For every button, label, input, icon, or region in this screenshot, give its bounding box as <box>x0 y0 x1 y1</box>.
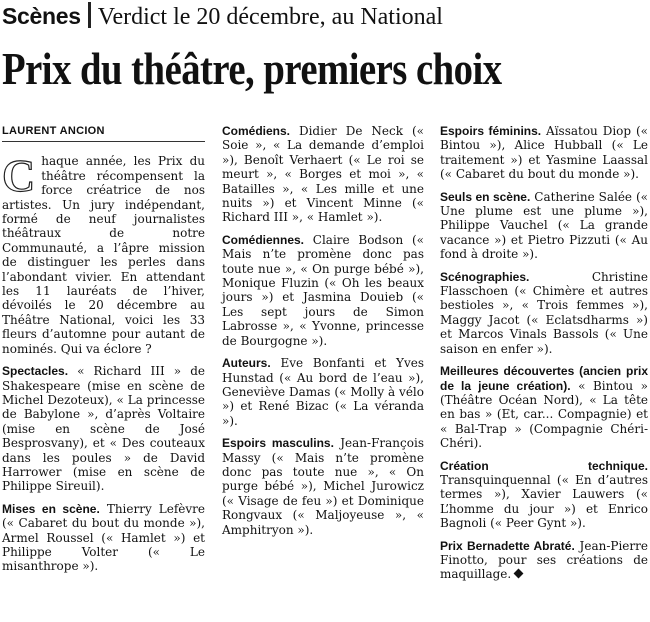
category-label: Meilleures découvertes (ancien prix de la jeune création). <box>440 364 648 393</box>
category-comediennes <box>222 233 424 348</box>
category-text: Didier De Neck (« Soie », « La demande d’emploi »), Benoît Verhaert (« Le roi se meurt », « Borges et moi », « Batailles », « Les mille et une nuits ») et Vincent Minne (« Richard III », « Hamlet »). <box>222 124 424 225</box>
category-text: Transquinquennal (« En d’autres termes »), Xavier Lauwers (« L’homme du jour ») et Enrico Bagnoli (« Peer Gynt »). <box>440 472 648 531</box>
category-label: Mises en scène. <box>2 501 100 516</box>
category-text: Christine Flasschoen (« Chimère et autres bestioles », « Trois femmes »), Maggy Jacot (« Eclatsdharms ») et Marcos Vinals Bassols (« Une saison en enfer »). <box>440 269 648 356</box>
end-mark-icon <box>514 569 524 579</box>
category-creation-technique <box>440 459 648 531</box>
byline: LAURENT ANCION <box>2 124 205 142</box>
category-label: Prix Bernadette Abraté. <box>440 538 575 553</box>
category-mises-en-scene <box>2 502 205 574</box>
category-espoirs-masculins <box>222 436 424 537</box>
category-label: Comédiens. <box>222 124 291 138</box>
category-text: Thierry Lefèvre (« Cabaret du bout du monde »), Armel Roussel (« Hamlet ») et Philippe Volter (« Le misanthrope »). <box>2 501 205 574</box>
category-text: Jean-François Massy (« Mais n’te promène donc pas toute nue », « On purge bébé »), Michel Jurowicz (« Visage de feu ») et Dominique Rongvaux (« Maljoyeuse », « Amphitryon »). <box>222 436 424 537</box>
category-text: Catherine Salée (« Une plume est une plume »), Philippe Vauchel (« La grande vacance ») et Pietro Pizzuti (« Au fond à droite »). <box>440 189 649 262</box>
section-name: Scènes <box>2 3 81 29</box>
dropcap: C <box>2 150 36 202</box>
kicker-divider <box>88 2 91 28</box>
category-label: Seuls en scène. <box>440 189 531 204</box>
category-label: Comédiennes. <box>222 232 305 247</box>
category-text: Aïssatou Diop (« Bintou »), Alice Hubball (« Le traitement ») et Yasmine Laassal (« Cabaret du bout du monde »). <box>440 124 648 182</box>
kicker <box>2 2 648 36</box>
category-meilleures-decouvertes <box>440 364 648 450</box>
category-text: Jean-Pierre Finotto, pour ses créations de maquillage. <box>440 538 648 582</box>
category-spectacles <box>2 364 205 494</box>
column-3 <box>440 124 648 590</box>
category-label: Scénographies. <box>440 269 530 284</box>
category-espoirs-feminins <box>440 124 648 182</box>
category-scenographies <box>440 270 648 356</box>
category-label: Spectacles. <box>2 364 69 379</box>
category-seuls-en-scene <box>440 190 648 262</box>
category-prix-bernadette-abrate <box>440 539 648 582</box>
category-text: Claire Bodson (« Mais n’te promène donc pas toute nue », « On purge bébé »), Monique Fluzin (« Oh les beaux jours ») et Jasmina Douieb (« Les sept jours de Simon Labrosse », « Yvonne, princesse de Bourgogne »). <box>222 232 424 348</box>
category-text: « Richard III » de Shakespeare (mise en scène de Michel Dezoteux), « La princesse de Babylone », d’après Voltaire (mise en scène de José Besprosvany), et « Des couteaux dans les poules » de David Harrower (mise en scène de Philippe Sireuil). <box>2 364 205 494</box>
column-2 <box>222 124 424 545</box>
article-headline: Prix du théâtre, premiers choix <box>2 44 502 94</box>
category-text: Eve Bonfanti et Yves Hunstad (« Au bord de l’eau »), Geneviève Damas (« Molly à vélo ») et René Bizac (« La véranda »). <box>222 356 424 428</box>
column-1 <box>2 124 205 582</box>
intro-text: haque année, les Prix du théâtre récompensent la force créatrice de nos artistes. Un jury indépendant, formé de neuf journalistes théâtraux de notre Communauté, a l’âpre mission de distinguer les perles dans l’abondant vivier. En attendant les 11 lauréats de l’hiver, dévoilés le 20 décembre au Théâtre National, voici les 33 fleurs d’automne pour autant de nominés. Qui va éclore ? <box>2 154 205 356</box>
kicker-subtitle: Verdict le 20 décembre, au National <box>97 4 443 30</box>
category-auteurs <box>222 356 424 428</box>
category-label: Création technique. <box>440 458 648 473</box>
intro-paragraph <box>2 150 205 356</box>
category-text: « Bintou » (Théâtre Océan Nord), « La tête en bas » (Et, car... Compagnie) et « Bal-Trap » (Compagnie Chéri-Chéri). <box>440 378 648 451</box>
category-label: Espoirs féminins. <box>440 124 542 138</box>
category-comediens <box>222 124 424 225</box>
category-label: Espoirs masculins. <box>222 436 334 451</box>
category-label: Auteurs. <box>222 356 271 371</box>
